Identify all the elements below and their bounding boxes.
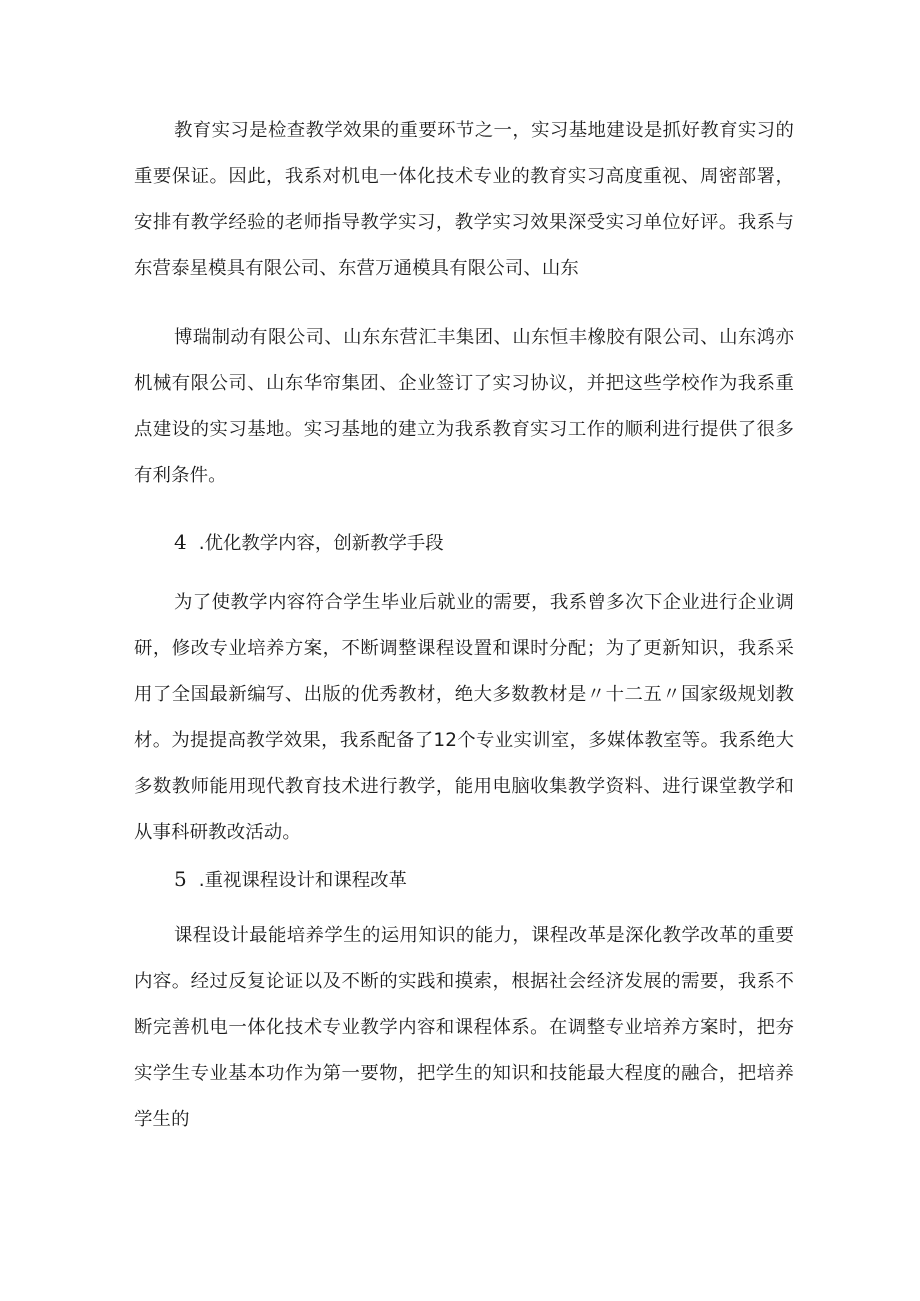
paragraph-internship: 教育实习是检查教学效果的重要环节之一，实习基地建设是抓好教育实习的重要保证。因此，我系对机电一体化技术专业的教育实习高度重视、周密部署，安排有教学经验的老师指导教学实习，教学实习效果深受实习单位好评。我系与东营泰星模具有限公司、东营万通模具有限公司、山东 — [134, 120, 794, 279]
section-heading-4 — [174, 527, 444, 559]
paragraph-curriculum-reform: 课程设计最能培养学生的运用知识的能力，课程改革是深化教学改革的重要内容。经过反复论证以及不断的实践和摸索，根据社会经济发展的需要，我系不断完善机电一体化技术专业教学内容和课程体系。在调整专业培养方案时，把夯实学生专业基本功作为第一要物，把学生的知识和技能最大程度的融合，把培养学生的 — [134, 925, 794, 1130]
section-number: 4 — [174, 530, 187, 554]
section-heading-5 — [174, 864, 407, 896]
paragraph-internship-bases: 博瑞制动有限公司、山东东营汇丰集团、山东恒丰橡胶有限公司、山东鸿亦机械有限公司、山东华帘集团、企业签订了实习协议，并把这些学校作为我系重点建设的实习基地。实习基地的建立为我系教育实习工作的顺利进行提供了很多有利条件。 — [134, 327, 794, 486]
section-title: .重视课程设计和课程改革 — [198, 870, 407, 891]
section-number: 5 — [174, 867, 187, 891]
paragraph-teaching-content: 为了使教学内容符合学生毕业后就业的需要，我系曾多次下企业进行企业调研，修改专业培养方案，不断调整课程设置和课时分配；为了更新知识，我系采用了全国最新编写、出版的优秀教材，绝大多数教材是〃十二五〃国家级规划教材。为提提高教学效果，我系配备了12个专业实训室，多媒体教室等。我系绝大多数教师能用现代教育技术进行教学，能用电脑收集教学资料、进行课堂教学和从事科研教改活动。 — [134, 592, 794, 843]
section-title: .优化教学内容，创新教学手段 — [198, 533, 444, 554]
